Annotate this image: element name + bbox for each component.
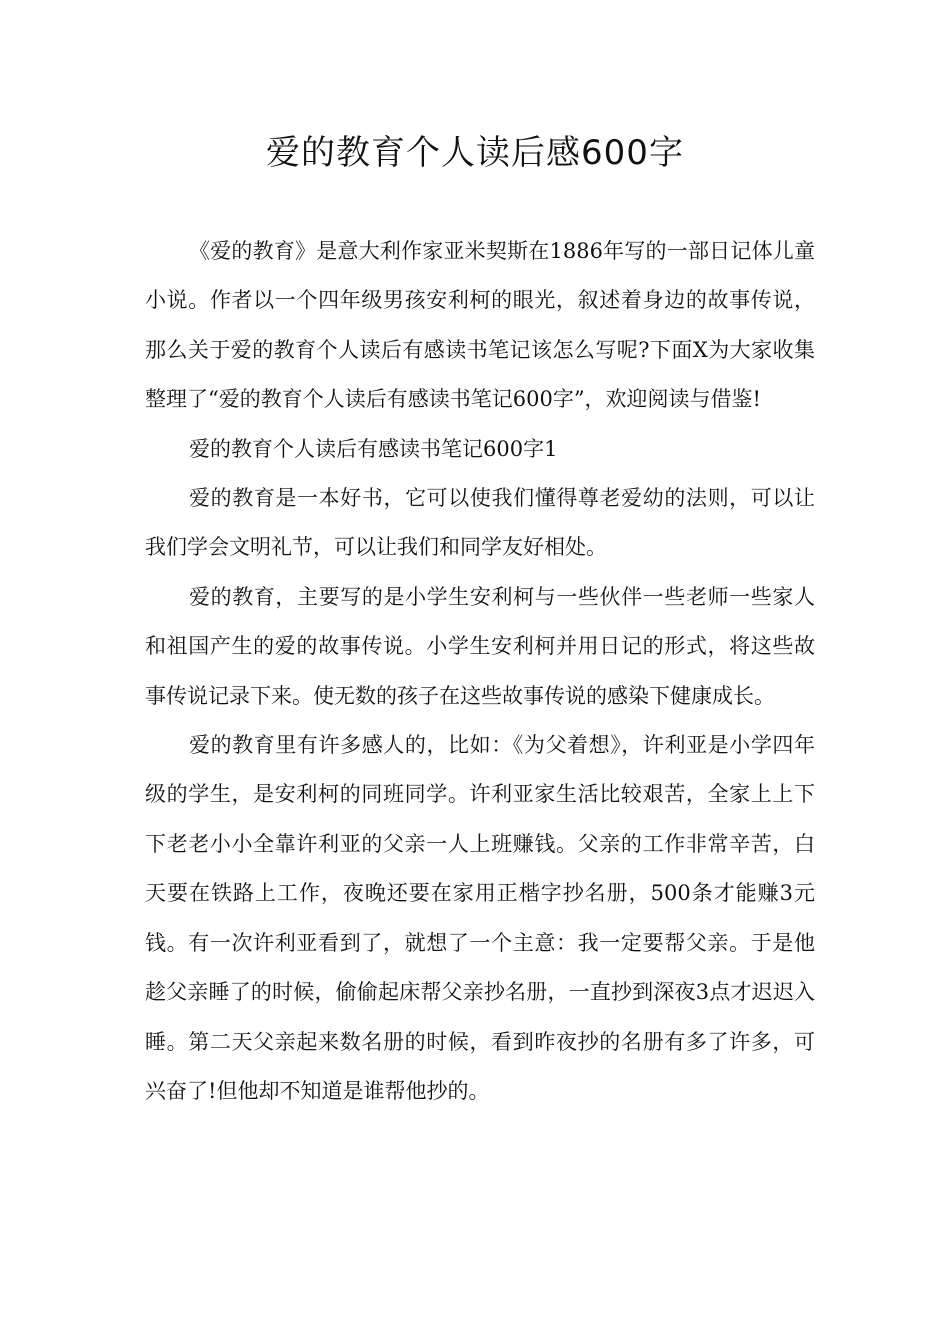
paragraph-3: 爱的教育里有许多感人的，比如：《为父着想》，许利亚是小学四年级的学生，是安利柯的同班同学。许利亚家生活比较艰苦，全家上上下下老老小小全靠许利亚的父亲一人上班赚钱。父亲的工作非常辛苦，白天要在铁路上工作，夜晚还要在家用正楷字抄名册，500条才能赚3元钱。有一次许利亚看到了，就想了一个主意：我一定要帮父亲。于是他趁父亲睡了的时候，偷偷起床帮父亲抄名册，一直抄到深夜3点才迟迟入睡。第二天父亲起来数名册的时候，看到昨夜抄的名册有多了许多，可兴奋了!但他却不知道是谁帮他抄的。 [145,733,815,1103]
paragraph-2: 爱的教育，主要写的是小学生安利柯与一些伙伴一些老师一些家人和祖国产生的爱的故事传说。小学生安利柯并用日记的形式，将这些故事传说记录下来。使无数的孩子在这些故事传说的感染下健康成长。 [145,584,815,708]
document-title: 爱的教育个人读后感600字 [266,133,684,173]
paragraph-section-heading: 爱的教育个人读后有感读书笔记600字1 [189,436,558,461]
paragraph-intro: 《爱的教育》是意大利作家亚米契斯在1886年写的一部日记体儿童小说。作者以一个四年级男孩安利柯的眼光，叙述着身边的故事传说，那么关于爱的教育个人读后有感读书笔记该怎么写呢?下面X为大家收集整理了“爱的教育个人读后有感读书笔记600字”，欢迎阅读与借鉴! [145,239,815,412]
document-body [145,227,815,1116]
paragraph-1: 爱的教育是一本好书，它可以使我们懂得尊老爱幼的法则，可以让我们学会文明礼节，可以让我们和同学友好相处。 [145,486,815,560]
